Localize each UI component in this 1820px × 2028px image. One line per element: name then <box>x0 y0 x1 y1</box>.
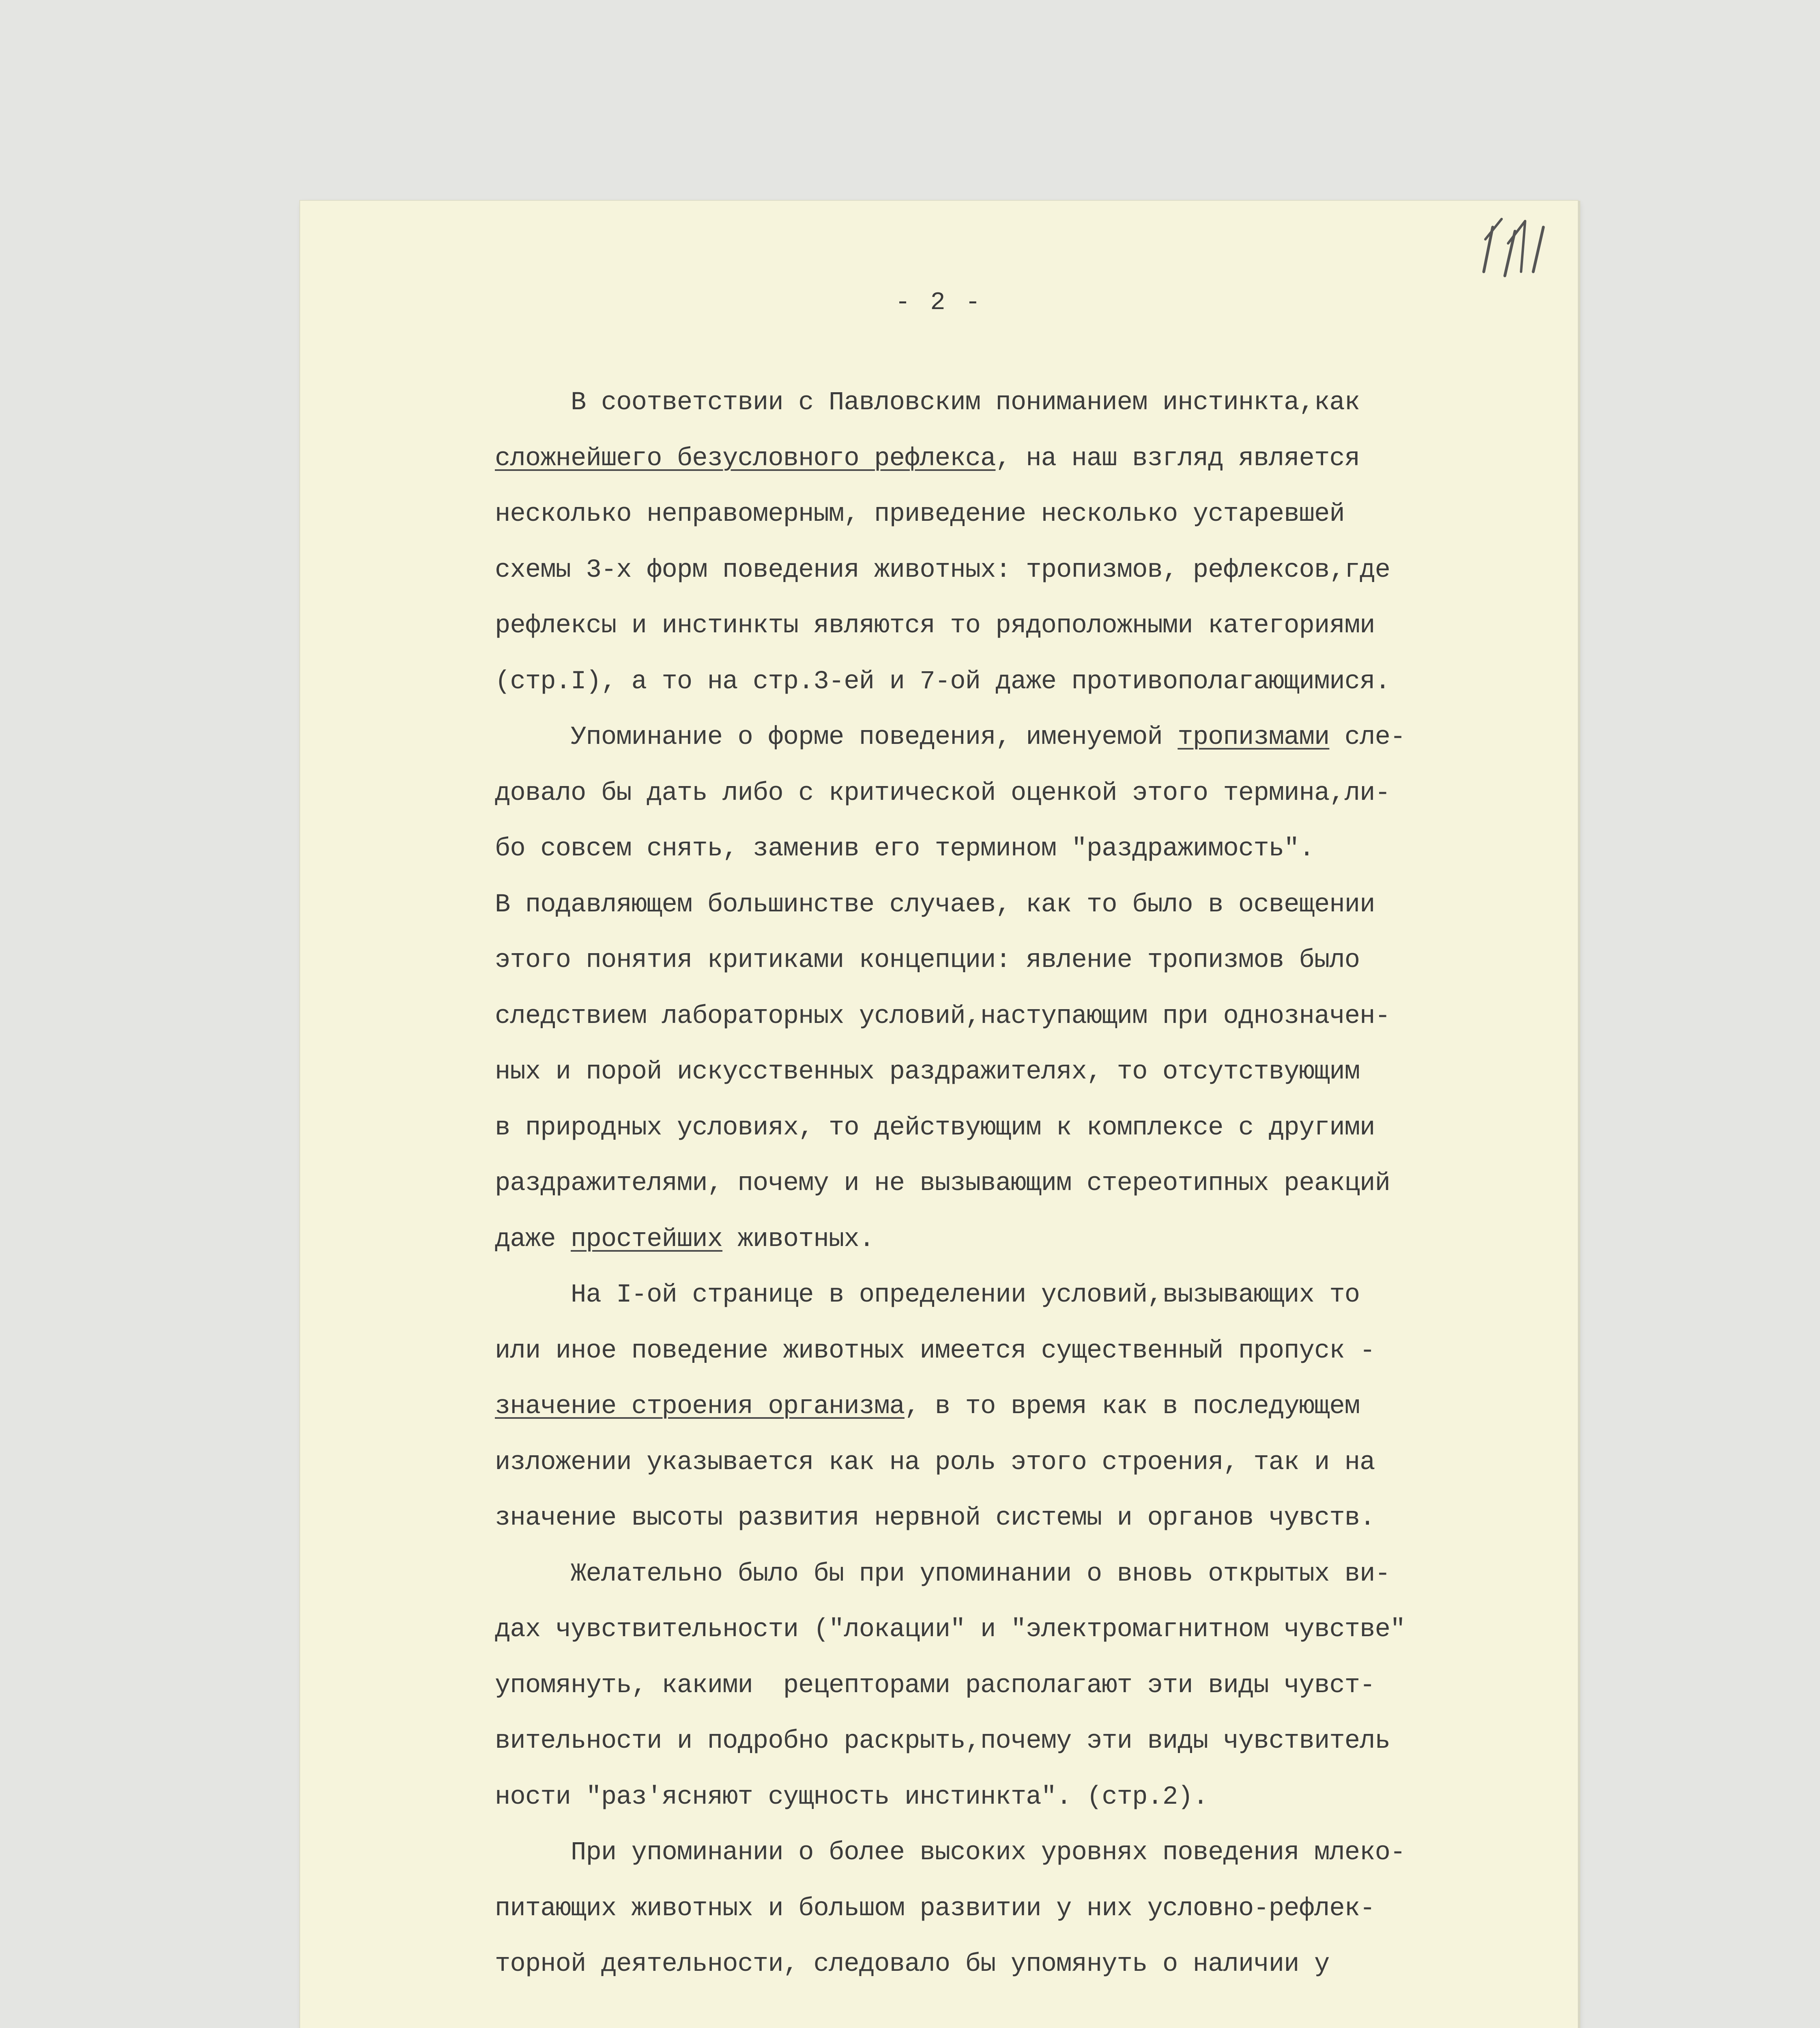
text-line <box>495 598 1566 654</box>
text-segment: ности "раз'ясняют сущность инстинкта". (стр.2). <box>495 1782 1208 1812</box>
text-line <box>495 933 1566 989</box>
text-line <box>495 1379 1566 1435</box>
text-segment: Желательно было бы при упоминании о вновь открытых ви- <box>495 1559 1390 1589</box>
underlined-phrase: тропизмами <box>1178 723 1330 752</box>
text-segment: даже <box>495 1225 571 1254</box>
text-segment: бо совсем снять, заменив его термином "раздражимость". <box>495 834 1314 864</box>
text-segment: ных и порой искусственных раздражителях, то отсутствующим <box>495 1057 1360 1087</box>
text-line <box>495 1100 1566 1156</box>
text-segment: торной деятельности, следовало бы упомянуть о наличии у <box>495 1950 1330 1979</box>
underlined-phrase: сложнейшего безусловного рефлекса <box>495 444 996 473</box>
text-line <box>495 1825 1566 1881</box>
text-line <box>495 1770 1566 1826</box>
text-segment: схемы 3-х форм поведения животных: тропизмов, рефлексов,где <box>495 555 1390 585</box>
body-text <box>495 375 1566 1993</box>
underlined-phrase: простейших <box>571 1225 723 1254</box>
text-segment: рефлексы и инстинкты являются то рядоположными категориями <box>495 611 1375 640</box>
text-line <box>495 654 1566 710</box>
text-segment: , на наш взгляд является <box>995 444 1360 473</box>
text-line <box>495 1937 1566 1993</box>
text-line <box>495 1881 1566 1937</box>
handwritten-folio-number <box>1476 211 1566 292</box>
text-line <box>495 1547 1566 1603</box>
text-line <box>495 1212 1566 1268</box>
text-segment: животных. <box>722 1225 875 1254</box>
text-line <box>495 1156 1566 1212</box>
text-segment: Упоминание о форме поведения, именуемой <box>495 723 1178 752</box>
text-segment: В подавляющем большинстве случаев, как то было в освещении <box>495 890 1375 919</box>
text-segment: дах чувствительности ("локации" и "электромагнитном чувстве" <box>495 1615 1405 1644</box>
typewritten-page <box>300 201 1578 2028</box>
text-segment: вительности и подробно раскрыть,почему эти виды чувствитель <box>495 1727 1390 1756</box>
text-segment: довало бы дать либо с критической оценкой этого термина,ли- <box>495 778 1390 808</box>
text-segment: При упоминании о более высоких уровнях поведения млеко- <box>495 1838 1405 1867</box>
text-segment: сле- <box>1329 723 1405 752</box>
text-line <box>495 1714 1566 1770</box>
text-line <box>495 710 1566 766</box>
text-segment: следствием лабораторных условий,наступающим при однозначен- <box>495 1001 1390 1031</box>
text-line <box>495 1491 1566 1547</box>
text-segment: питающих животных и большом развитии у них условно-рефлек- <box>495 1894 1375 1923</box>
text-segment: На I-ой странице в определении условий,вызывающих то <box>495 1280 1360 1310</box>
underlined-phrase: значение строения организма <box>495 1392 905 1421</box>
text-line <box>495 766 1566 822</box>
text-segment: упомянуть, какими рецепторами располагают эти виды чувст- <box>495 1671 1375 1700</box>
text-segment: раздражителями, почему и не вызывающим стереотипных реакций <box>495 1169 1390 1198</box>
text-segment: несколько неправомерным, приведение несколько устаревшей <box>495 500 1345 529</box>
text-line <box>495 821 1566 877</box>
text-line <box>495 543 1566 599</box>
text-line <box>495 989 1566 1045</box>
text-line <box>495 877 1566 933</box>
text-line <box>495 487 1566 543</box>
text-segment: изложении указывается как на роль этого строения, так и на <box>495 1448 1375 1477</box>
text-segment: в природных условиях, то действующим к комплексе с другими <box>495 1113 1375 1143</box>
text-line <box>495 1323 1566 1379</box>
text-segment: этого понятия критиками концепции: явление тропизмов было <box>495 946 1360 975</box>
text-segment: , в то время как в последующем <box>904 1392 1360 1421</box>
text-line <box>495 1268 1566 1323</box>
text-line <box>495 1658 1566 1714</box>
text-line <box>495 375 1566 431</box>
text-line <box>495 1435 1566 1491</box>
text-segment: значение высоты развития нервной системы и органов чувств. <box>495 1504 1375 1533</box>
text-line <box>495 431 1566 487</box>
text-segment: или иное поведение животных имеется существенный пропуск - <box>495 1336 1375 1366</box>
text-segment: (стр.I), а то на стр.3-ей и 7-ой даже противополагающимися. <box>495 667 1390 696</box>
text-line <box>495 1044 1566 1100</box>
page-number: - 2 - <box>895 288 983 317</box>
text-segment: В соответствии с Павловским пониманием инстинкта,как <box>495 388 1360 417</box>
text-line <box>495 1602 1566 1658</box>
